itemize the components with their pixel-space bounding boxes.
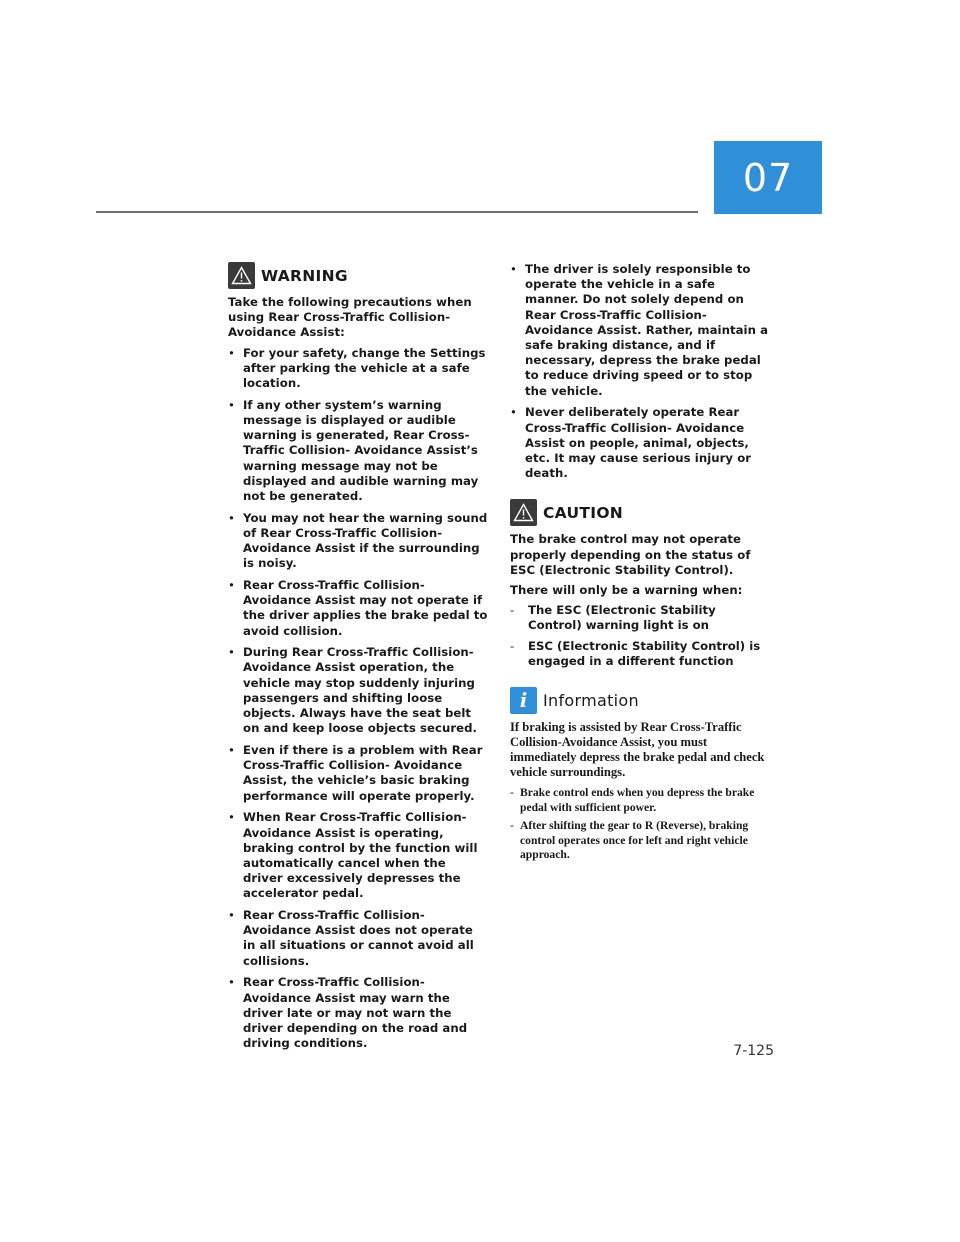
information-list bbox=[510, 786, 772, 863]
warning-item: • When Rear Cross-Traffic Collision-Avoidance Assist is operating, braking control by the function will automatically cancel when the driver excessively depresses the accelerator pedal. bbox=[228, 810, 478, 901]
warning-item: • During Rear Cross-Traffic Collision-Avoidance Assist operation, the vehicle may stop suddenly injuring passengers and shifting loose objects. Always have the seat belt on and keep loose objects secured. bbox=[228, 645, 478, 736]
warning-item: • Never deliberately operate Rear Cross-Traffic Collision- Avoidance Assist on people, animal, objects, etc. It may cause serious injury or death. bbox=[510, 405, 752, 481]
caution-section bbox=[510, 499, 772, 669]
warning-item: • Rear Cross-Traffic Collision-Avoidance Assist may not operate if the driver applies the brake pedal to avoid collision. bbox=[228, 577, 488, 638]
chapter-number: 07 bbox=[742, 155, 794, 200]
warning-item: • You may not hear the warning sound of Rear Cross-Traffic Collision-Avoidance Assist if the surrounding is noisy. bbox=[228, 510, 488, 571]
caution-item: - The ESC (Electronic Stability Control) warning light is on bbox=[510, 603, 716, 633]
left-column bbox=[228, 262, 488, 1058]
right-column bbox=[510, 262, 772, 881]
caution-item: - ESC (Electronic Stability Control) is engaged in a different function bbox=[510, 638, 761, 668]
warning-item: • If any other system’s warning message is displayed or audible warning is generated, Rear Cross-Traffic Collision- Avoidance Assist’s warning message may not be displayed and audible warning may not be generated. bbox=[228, 397, 479, 503]
warning-item: • For your safety, change the Settings after parking the vehicle at a safe location. bbox=[228, 345, 486, 391]
information-item: - Brake control ends when you depress the brake pedal with sufficient power. bbox=[510, 785, 755, 814]
warning-list-continued bbox=[510, 262, 772, 481]
warning-continued bbox=[510, 262, 772, 481]
chapter-tab bbox=[714, 141, 822, 214]
information-title: Information bbox=[543, 690, 639, 710]
warning-heading bbox=[228, 262, 488, 289]
warning-triangle-icon bbox=[228, 262, 255, 289]
page-number: 7-125 bbox=[733, 1043, 774, 1059]
warning-item: • The driver is solely responsible to operate the vehicle in a safe manner. Do not solely depend on Rear Cross-Traffic Collision- Avoidance Assist. Rather, maintain a safe braking distance, and if necessary, depress the brake pedal to reduce driving speed or to stop the vehicle. bbox=[510, 262, 769, 398]
information-item: - After shifting the gear to R (Reverse), braking control operates once for left and right vehicle approach. bbox=[510, 819, 749, 862]
warning-list bbox=[228, 346, 488, 1052]
caution-heading bbox=[510, 499, 772, 526]
caution-list bbox=[510, 603, 772, 669]
caution-lead: There will only be a warning when: bbox=[510, 582, 743, 597]
information-section bbox=[510, 687, 772, 863]
warning-title: WARNING bbox=[261, 266, 348, 285]
caution-intro: The brake control may not operate properly depending on the status of ESC (Electronic Stability Control). bbox=[510, 532, 751, 577]
information-intro: If braking is assisted by Rear Cross-Traffic Collision-Avoidance Assist, you must immediately depress the brake pedal and check vehicle surroundings. bbox=[510, 719, 765, 779]
warning-item: • Rear Cross-Traffic Collision-Avoidance Assist does not operate in all situations or cannot avoid all collisions. bbox=[228, 908, 474, 968]
caution-triangle-icon bbox=[510, 499, 537, 526]
header-rule bbox=[96, 211, 698, 213]
caution-title: CAUTION bbox=[543, 503, 624, 522]
warning-item: • Rear Cross-Traffic Collision-Avoidance Assist may warn the driver late or may not warn the driver depending on the road and driving conditions. bbox=[228, 975, 468, 1051]
warning-item: • Even if there is a problem with Rear Cross-Traffic Collision- Avoidance Assist, the vehicle’s basic braking performance will operate properly. bbox=[228, 742, 483, 803]
information-icon: i bbox=[510, 687, 537, 714]
information-heading bbox=[510, 687, 772, 714]
warning-intro: Take the following precautions when using Rear Cross-Traffic Collision-Avoidance Assist: bbox=[228, 295, 472, 340]
